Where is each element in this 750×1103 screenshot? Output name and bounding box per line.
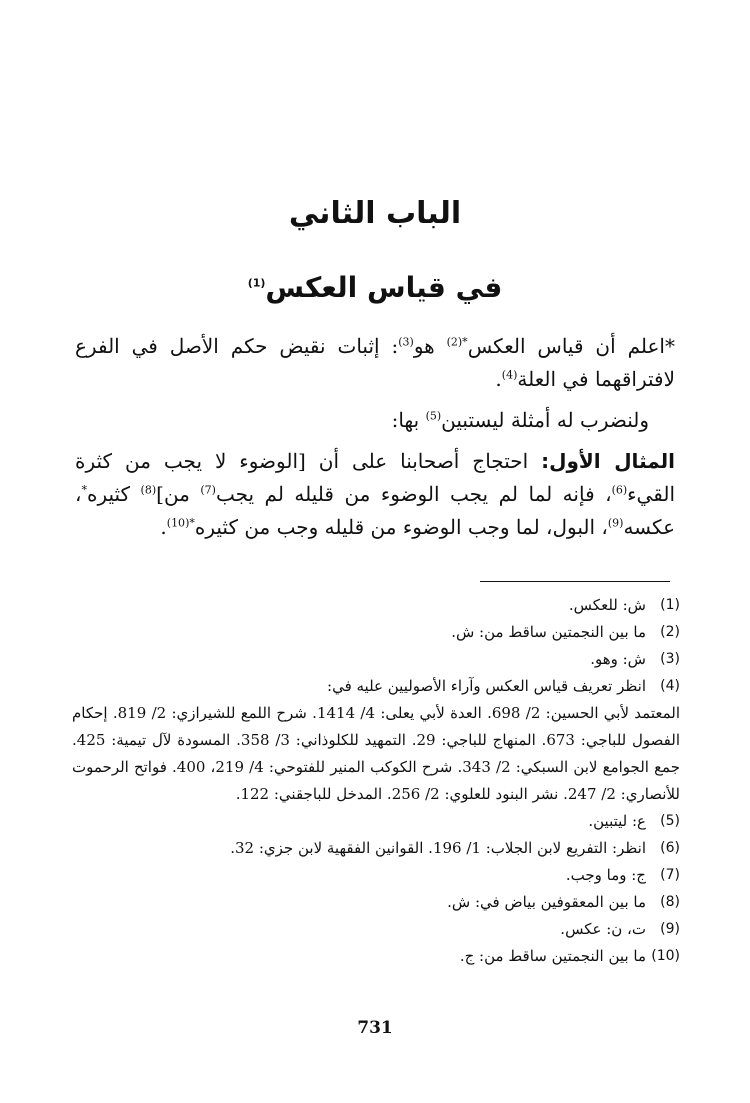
footnote [72,835,680,862]
footnote-number: (10) [651,948,680,964]
footnote-number: (8) [660,894,680,910]
text-run: : إثبات نقيض حكم الأصل في الفرع لافتراقهما في العلة [75,334,675,391]
footnote-text: انظر: التفريع لابن الجلاب: 1/ 196. القوانين الفقهية لابن جزي: 32. [230,839,646,857]
text-run: كثيره [86,482,141,506]
footnote [72,916,680,943]
footnote [72,619,680,646]
footnote-number: (4) [660,678,680,694]
footnote [72,592,680,619]
text-run: ، عكسه [75,482,675,539]
footnote-ref: (9) [607,516,624,530]
footnote [72,943,680,970]
section-title-text: في قياس العكس [265,271,503,304]
star-marker: * [665,334,675,358]
text-run: احتجاج أصحابنا على أن [الوضوء لا يجب من كثرة القيء [75,449,675,506]
footnote [72,673,680,700]
footnote-ref: (1) [247,276,266,290]
paragraph-first-example [75,445,675,544]
text-run: . [495,367,502,391]
footnote-number: (9) [660,921,680,937]
footnote-ref: (7) [200,483,216,497]
footnote-text: ش: للعكس. [568,596,646,614]
footnote-separator [480,581,670,582]
text-run: ولنضرب له أمثلة ليستبين [441,408,649,432]
footnote-ref: (6) [611,483,628,497]
text-run: . [160,515,167,539]
text-run: ، البول، لما وجب الوضوء من قليله وجب من كثيره [194,515,608,539]
section-title [0,266,750,310]
footnote-text: ت، ن: عكس. [560,920,646,938]
footnote-number: (7) [660,867,680,883]
footnote-ref: *(10) [166,516,195,530]
text-run: ، فإنه لما لم يجب الوضوء من قليله لم يجب [215,482,612,506]
text-run: اعلم أن قياس العكس [467,334,665,358]
footnote-text: ما بين النجمتين ساقط من: ش. [451,623,646,641]
main-text [75,330,675,552]
footnote-number: (1) [660,597,680,613]
footnote-number: (5) [660,813,680,829]
example-lead: المثال الأول: [541,449,676,473]
paragraph-definition [75,330,675,396]
footnote [72,889,680,916]
footnote-ref: * [81,483,87,497]
footnote-ref: (8) [140,483,157,497]
footnote-text: ما بين النجمتين ساقط من: ج. [459,947,646,965]
footnote-number: (2) [660,624,680,640]
paragraph-examples-intro [75,404,675,437]
footnote-number: (6) [660,840,680,856]
footnote-text: انظر تعريف قياس العكس وآراء الأصوليين عليه في: [327,677,646,695]
text-run: من] [156,482,201,506]
text-run: بها: [391,408,426,432]
footnote-text: ش: وهو. [590,650,646,668]
footnote-text: ع: ليتبين. [588,812,646,830]
footnote-ref: *(2) [446,335,468,349]
footnote-ref: (3) [398,335,414,349]
footnote-ref: (4) [501,368,518,382]
footnote [72,862,680,889]
footnote-ref: (5) [425,409,442,423]
footnote-references: المعتمد لأبي الحسين: 2/ 698. العدة لأبي يعلى: 4/ 1414. شرح اللمع للشيرازي: 2/ 819. إحكام الفصول للباجي: 673. المنهاج للباجي: 29. التمهيد للكلوذاني: 3/ 358. المسودة لآل تيمية: 425. جمع الجوامع لابن السبكي: 2/ 343. شرح الكوكب المنير للفتوحي: 4/ 219، 400. فواتح الرحموت للأنصاري: 2/ 247. نشر البنود للعلوي: 2/ 256. المدخل للباجقني: 122. [72,704,681,803]
page-number: 731 [357,1018,393,1038]
text-run: هو [413,334,447,358]
footnote-text: ج: وما وجب. [565,866,646,884]
footnote [72,808,680,835]
footnote [72,646,680,673]
footnotes [72,592,680,970]
chapter-title: الباب الثاني [288,196,462,231]
footnote-number: (3) [660,651,680,667]
footnote-text: ما بين المعقوفين بياض في: ش. [447,893,646,911]
